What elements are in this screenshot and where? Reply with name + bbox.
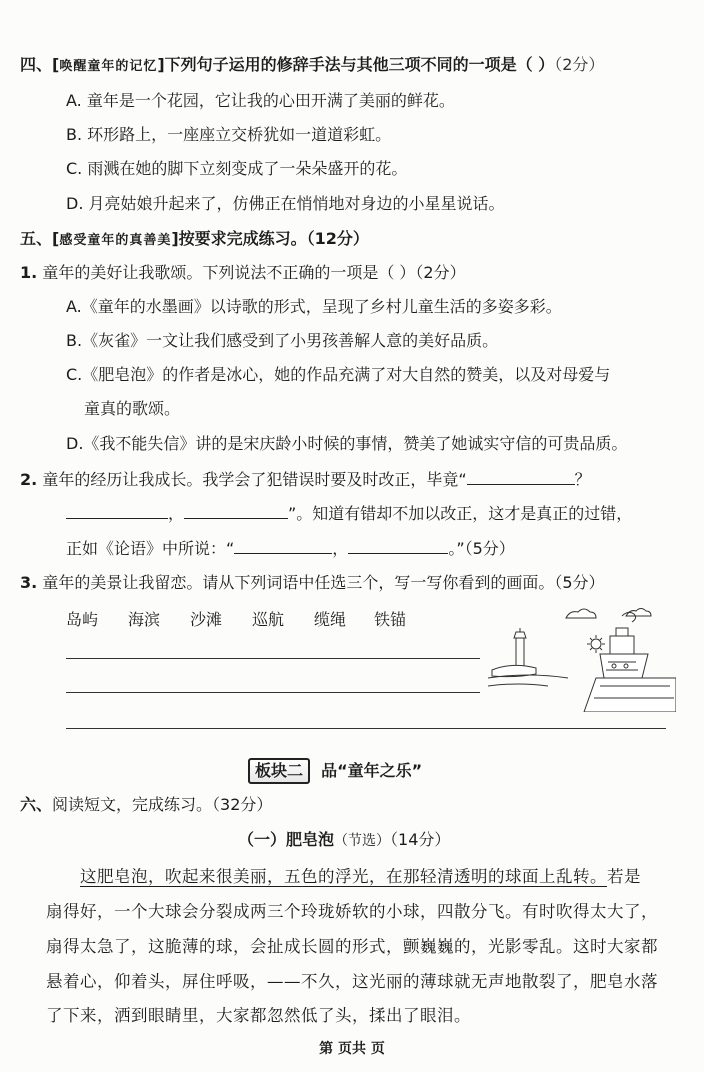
sub-question-text: 正如《论语》中所说：“ [66, 539, 235, 558]
passage-text: 若是 [607, 867, 641, 886]
passage-note: （节选） [334, 833, 391, 849]
sub-question-2-line-2 [66, 502, 632, 525]
passage-title: （一）肥皂泡 [238, 830, 335, 849]
writing-line[interactable] [66, 658, 480, 659]
word-item: 海滨 [128, 610, 161, 629]
page-footer: 第 页共 页 [319, 1041, 385, 1057]
writing-line[interactable] [66, 728, 666, 729]
sub-question-text: 童年的美好让我歌颂。下列说法不正确的一项是（ ）（2分） [42, 263, 466, 282]
word-item: 沙滩 [190, 610, 223, 629]
punctuation: ， [332, 539, 349, 558]
sub-question-2-line-3 [66, 537, 515, 560]
punctuation: ？ [574, 470, 591, 489]
passage-score: （14分） [390, 830, 451, 849]
passage-line-4: 悬着心，仰着头，屏住呼吸，——不久，这光丽的薄球就无声地散裂了，肥皂水落 [46, 972, 658, 991]
sub-question-2 [20, 468, 591, 491]
option-a: A.《童年的水墨画》以诗歌的形式，呈现了乡村儿童生活的多姿多彩。 [66, 297, 562, 316]
answer-blank[interactable] [184, 502, 288, 519]
writing-line[interactable] [66, 692, 480, 693]
sub-question-text: ”。知道有错却不加以改正，这才是真正的过错， [288, 504, 633, 523]
word-item: 缆绳 [314, 610, 347, 629]
option-a: A. 童年是一个花园，它让我的心田开满了美丽的鲜花。 [66, 91, 455, 110]
section-label-box: 板块二 [248, 758, 310, 784]
word-item: 岛屿 [66, 610, 99, 629]
sub-question-number: 2. [20, 470, 38, 489]
sub-question-text: 童年的经历让我成长。我学会了犯错误时要及时改正，毕竟“ [42, 470, 467, 489]
sub-question-number: 1. [20, 263, 38, 282]
passage-line-3: 扇得太急了，这脆薄的球，会扯成长圆的形式，颤巍巍的，光影零乱。这时大家都 [46, 937, 658, 956]
question-4-heading: 四、[唤醒童年的记忆]下列句子运用的修辞手法与其他三项不同的一项是（ ）（2分） [20, 55, 605, 74]
question-number: 五、 [20, 229, 53, 248]
option-b: B.《灰雀》一文让我们感受到了小男孩善解人意的美好品质。 [66, 331, 499, 350]
answer-blank[interactable] [234, 537, 332, 554]
passage-line-5: 了下来，洒到眼睛里，大家都忽然低了头，揉出了眼泪。 [46, 1006, 471, 1025]
punctuation: ， [168, 504, 185, 523]
question-text: 阅读短文，完成练习。（32分） [52, 795, 273, 814]
word-item: 铁锚 [374, 610, 407, 629]
question-number: 四、 [20, 55, 53, 74]
answer-blank[interactable] [66, 502, 168, 519]
sub-question-3 [20, 572, 605, 594]
option-d: D. 月亮姑娘升起来了，仿佛正在悄悄地对身边的小星星说话。 [66, 194, 505, 213]
passage-line-2: 扇得好，一个大球会分裂成两三个玲珑娇软的小球，四散分飞。有时吹得太大了， [46, 902, 658, 921]
sub-question-number: 3. [20, 573, 38, 592]
option-c-continued: 童真的歌颂。 [84, 399, 181, 418]
option-c: C. 雨溅在她的脚下立刻变成了一朵朵盛开的花。 [66, 159, 408, 178]
question-6-heading [20, 794, 272, 816]
passage-line-1 [80, 866, 641, 888]
section-header [248, 758, 422, 784]
option-b: B. 环形路上，一座座立交桥犹如一道道彩虹。 [66, 125, 392, 144]
option-c: C.《肥皂泡》的作者是冰心，她的作品充满了对大自然的赞美，以及对母爱与 [66, 365, 611, 384]
question-text: 下列句子运用的修辞手法与其他三项不同的一项是（ ） [164, 55, 555, 74]
question-number: 六、 [20, 795, 53, 814]
sub-question-text: 童年的美景让我留恋。请从下列词语中任选三个，写一写你看到的画面。（5分） [42, 573, 605, 592]
question-tag: 唤醒童年的记忆 [59, 59, 158, 74]
sub-question-1 [20, 262, 466, 284]
passage-heading [238, 829, 450, 852]
option-d: D.《我不能失信》讲的是宋庆龄小时候的事情，赞美了她诚实守信的可贵品质。 [66, 434, 628, 453]
question-5-heading: 五、[感受童年的真善美]按要求完成练习。（12分） [20, 229, 369, 248]
answer-blank[interactable] [467, 468, 575, 485]
answer-blank[interactable] [348, 537, 448, 554]
word-item: 巡航 [252, 610, 285, 629]
question-text: 按要求完成练习。（12分） [178, 229, 369, 248]
harbor-illustration [488, 600, 676, 712]
question-tag: 感受童年的真善美 [59, 233, 172, 248]
underlined-sentence: 这肥皂泡，吹起来很美丽，五色的浮光，在那轻清透明的球面上乱转。 [80, 867, 607, 886]
question-score: （2分） [554, 55, 605, 74]
sub-question-text: 。”（5分） [448, 539, 515, 558]
section-title: 品“童年之乐” [321, 761, 423, 780]
